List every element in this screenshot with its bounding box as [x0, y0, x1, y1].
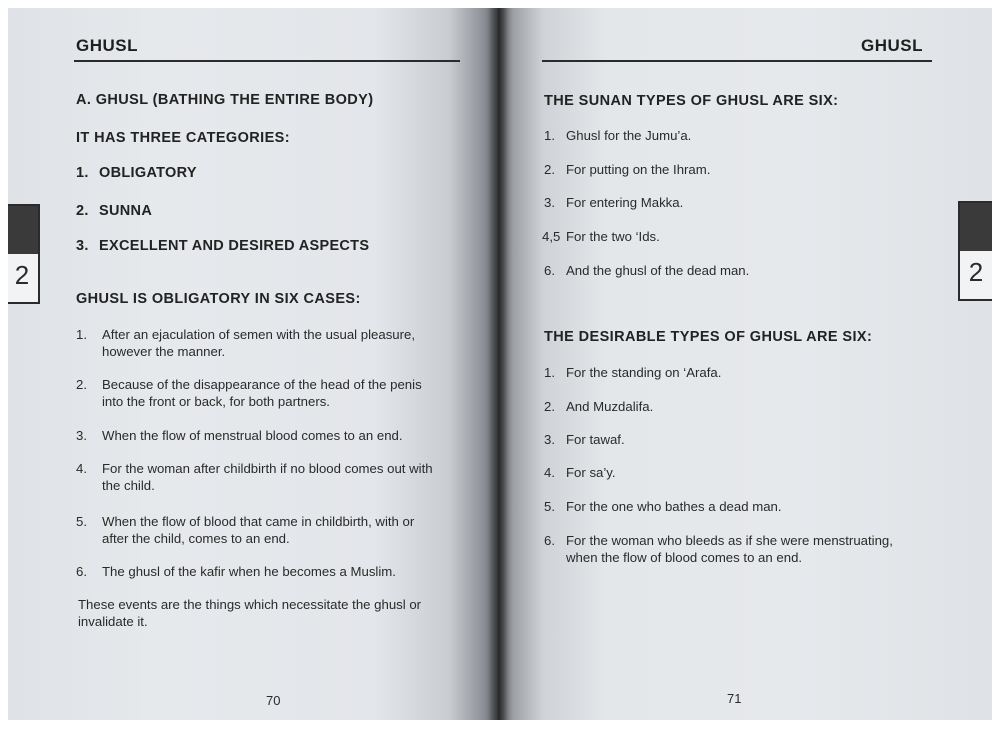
- list-number: 1.: [76, 327, 87, 342]
- category-item: [76, 238, 369, 254]
- list-item: [544, 431, 944, 449]
- categories-title: IT HAS THREE CATEGORIES:: [76, 130, 290, 146]
- list-number: 6.: [544, 263, 555, 278]
- list-number: 3.: [544, 432, 555, 447]
- list-text-line: For sa’y.: [566, 465, 616, 480]
- closing-paragraph: [78, 596, 478, 630]
- list-item: [542, 228, 942, 246]
- obligatory-title: GHUSL IS OBLIGATORY IN SIX CASES:: [76, 291, 361, 307]
- list-item: [544, 194, 944, 212]
- list-item: [544, 398, 944, 416]
- list-text-line: the child.: [102, 478, 155, 493]
- running-header-right: GHUSL: [861, 36, 923, 55]
- list-item: [544, 464, 944, 482]
- category-label: SUNNA: [99, 203, 153, 219]
- list-item: [76, 376, 476, 412]
- list-text-line: And the ghusl of the dead man.: [566, 263, 750, 278]
- list-number: 2.: [76, 377, 87, 392]
- list-item: [544, 161, 944, 179]
- list-text-line: For the woman who bleeds as if she were menstruating,: [566, 533, 893, 548]
- category-item: [76, 203, 152, 219]
- header-rule-left: [74, 60, 460, 62]
- list-number: 3.: [76, 428, 87, 443]
- list-text-line: The ghusl of the kafir when he becomes a Muslim.: [102, 564, 396, 579]
- list-text-line: Because of the disappearance of the head of the penis: [102, 377, 422, 392]
- list-number: 1.: [544, 128, 555, 143]
- list-number: 4.: [544, 465, 555, 480]
- list-number: 2.: [544, 162, 555, 177]
- running-header-left: GHUSL: [76, 36, 138, 55]
- list-text-line: when the flow of blood comes to an end.: [566, 550, 803, 565]
- left-page: [8, 8, 498, 720]
- category-number: 1.: [76, 165, 89, 181]
- category-label: EXCELLENT AND DESIRED ASPECTS: [99, 238, 370, 254]
- list-text-line: For the standing on ‘Arafa.: [566, 365, 722, 380]
- paragraph-line: invalidate it.: [78, 614, 148, 629]
- list-number: 6.: [76, 564, 87, 579]
- list-number: 1.: [544, 365, 555, 380]
- category-label: OBLIGATORY: [99, 165, 197, 181]
- header-rule-right: [542, 60, 932, 62]
- category-number: 3.: [76, 238, 89, 254]
- list-text-line: Ghusl for the Jumu’a.: [566, 128, 692, 143]
- category-number: 2.: [76, 203, 89, 219]
- list-number: 4,5: [542, 229, 561, 244]
- list-item: [76, 427, 476, 445]
- chapter-tab-bar: [8, 206, 38, 254]
- list-text-line: For entering Makka.: [566, 195, 684, 210]
- list-item: [544, 532, 964, 568]
- section-title: A. GHUSL (BATHING THE ENTIRE BODY): [76, 92, 374, 108]
- list-number: 4.: [76, 461, 87, 476]
- chapter-tab-bar: [960, 203, 992, 251]
- chapter-number-left: 2: [14, 260, 30, 290]
- list-item: [76, 563, 476, 581]
- chapter-tab-left: [8, 204, 40, 304]
- list-number: 5.: [76, 514, 87, 529]
- list-item: [76, 513, 476, 549]
- list-number: 5.: [544, 499, 555, 514]
- chapter-number-right: 2: [968, 257, 984, 287]
- right-page: [498, 8, 992, 720]
- list-number: 2.: [544, 399, 555, 414]
- category-item: [76, 165, 197, 181]
- list-item: [544, 364, 944, 382]
- desirable-title: THE DESIRABLE TYPES OF GHUSL ARE SIX:: [544, 329, 873, 345]
- list-item: [76, 460, 476, 496]
- list-number: 3.: [544, 195, 555, 210]
- list-text-line: For tawaf.: [566, 432, 625, 447]
- list-text-line: And Muzdalifa.: [566, 399, 654, 414]
- sunan-title: THE SUNAN TYPES OF GHUSL ARE SIX:: [544, 93, 839, 109]
- list-text-line: For the one who bathes a dead man.: [566, 499, 782, 514]
- chapter-tab-right: [958, 201, 992, 301]
- list-item: [76, 326, 476, 362]
- list-text-line: For the woman after childbirth if no blood comes out with: [102, 461, 433, 476]
- list-text-line: For the two ‘Ids.: [566, 229, 660, 244]
- paragraph-line: These events are the things which necessitate the ghusl or: [78, 597, 422, 612]
- list-text-line: however the manner.: [102, 344, 226, 359]
- list-text-line: into the front or back, for both partners.: [102, 394, 330, 409]
- list-item: [544, 262, 944, 280]
- page-number-right: 71: [727, 691, 742, 706]
- list-item: [544, 498, 944, 516]
- list-text-line: after the child, comes to an end.: [102, 531, 290, 546]
- list-text-line: After an ejaculation of semen with the usual pleasure,: [102, 327, 416, 342]
- list-text-line: When the flow of menstrual blood comes to an end.: [102, 428, 403, 443]
- list-text-line: For putting on the Ihram.: [566, 162, 711, 177]
- list-number: 6.: [544, 533, 555, 548]
- list-text-line: When the flow of blood that came in childbirth, with or: [102, 514, 415, 529]
- book-gutter: [488, 8, 508, 720]
- list-item: [544, 127, 944, 145]
- page-number-left: 70: [266, 693, 281, 708]
